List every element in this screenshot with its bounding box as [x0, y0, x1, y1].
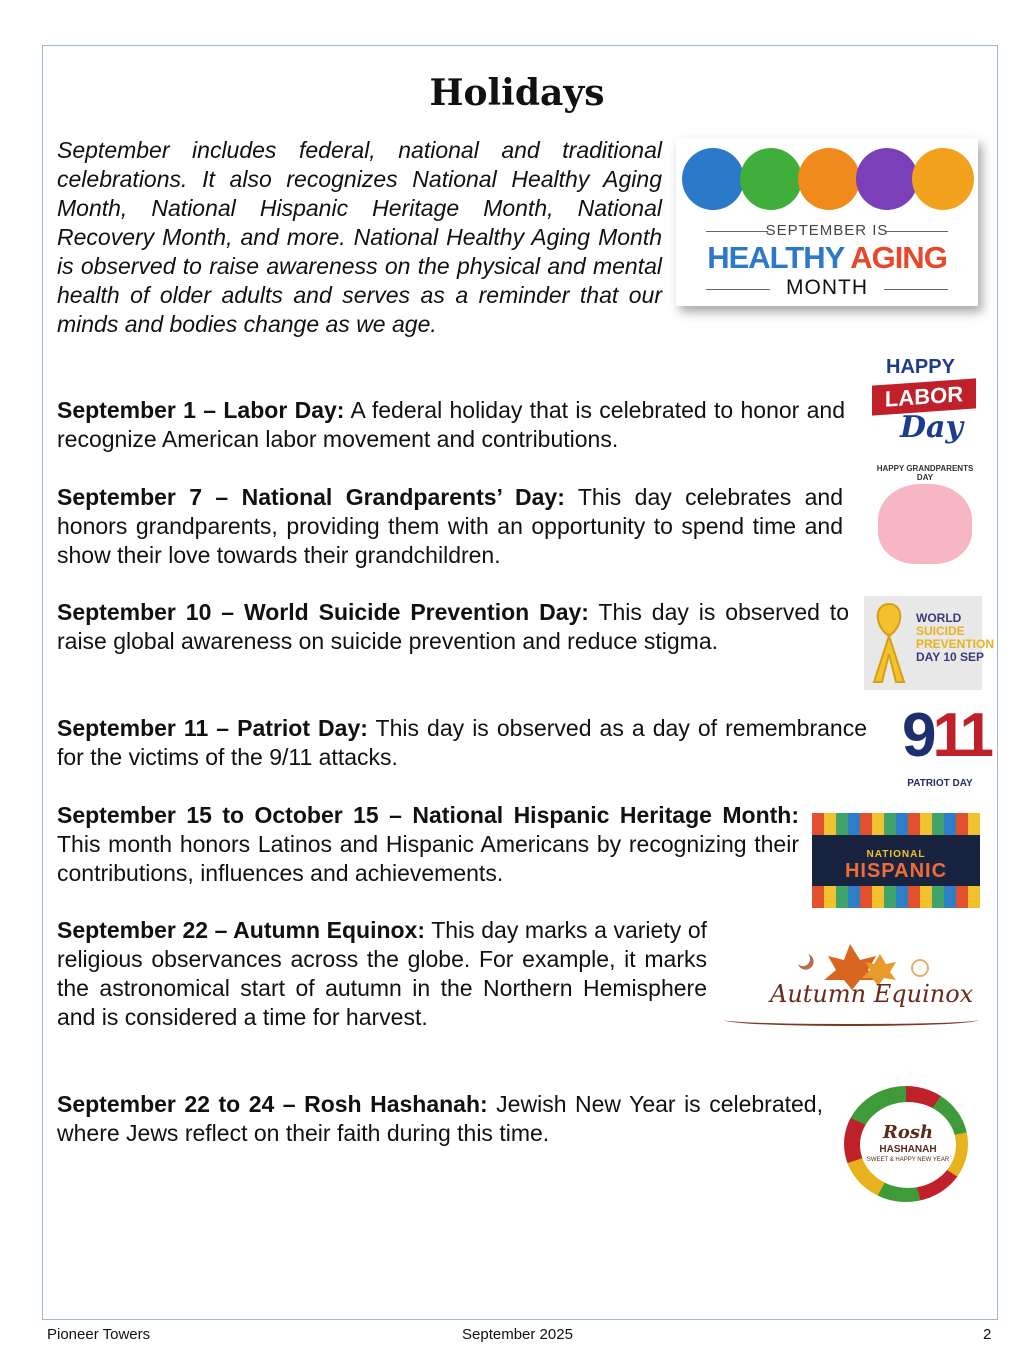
grandparents-image: HAPPY GRANDPARENTS DAY — [870, 464, 980, 578]
entry-suicide-prevention-day: September 10 – World Suicide Prevention Day: This day is observed to raise global awareness on suicide prevention and reduce stigma. — [57, 599, 849, 654]
entry-labor-day: September 1 – Labor Day: A federal holiday that is celebrated to honor and recognize American labor movement and contributions. — [57, 397, 845, 452]
healthy-aging-image — [676, 138, 978, 306]
intro-paragraph: September includes federal, national and traditional celebrations. It also recognizes National Healthy Aging Month, National Hispanic Heritage Month, National Recovery Month, and more. National Healthy Aging Month is observed to raise awareness on the physical and mental health of older adults and serves as a reminder that our minds and bodies change as we age. — [57, 137, 662, 337]
sleep-icon — [798, 148, 860, 210]
entry-rosh-hashanah: September 22 to 24 – Rosh Hashanah: Jewish New Year is celebrated, where Jews reflect on their faith during this time. — [57, 1091, 823, 1146]
ribbon-icon — [864, 596, 914, 690]
footer-center: September 2025 — [462, 1326, 573, 1343]
grandparents-heart-icon — [878, 484, 972, 564]
healthy-aging-line3: MONTH — [786, 276, 868, 299]
labor-day-image: HAPPY LABOR Day — [864, 352, 984, 452]
healthy-aging-line1: SEPTEMBER IS — [765, 222, 889, 239]
suicide-prevention-image: WORLD SUICIDE PREVENTION DAY 10 SEP — [864, 596, 982, 690]
nutrition-icon — [740, 148, 802, 210]
page-title: Holidays — [429, 72, 605, 114]
entry-patriot-day: September 11 – Patriot Day: This day is observed as a day of remembrance for the victims of the 9/11 attacks. — [57, 715, 867, 770]
entry-grandparents-day: September 7 – National Grandparents’ Day: This day celebrates and honors grandparents, providing them with an opportunity to spend time and show their love towards their grandchildren. — [57, 484, 843, 568]
heart-icon — [912, 148, 974, 210]
footer-page-number: 2 — [983, 1326, 992, 1343]
autumn-equinox-image: Autumn Equinox — [720, 940, 982, 1032]
healthy-aging-line2: HEALTHY AGING — [707, 240, 947, 275]
yoga-icon — [682, 148, 744, 210]
fitness-icon — [856, 148, 918, 210]
rosh-hashanah-image: Rosh HASHANAH SWEET & HAPPY NEW YEAR — [838, 1084, 978, 1206]
hispanic-heritage-image: NATIONAL HISPANIC — [812, 813, 980, 908]
entry-hispanic-heritage-month: September 15 to October 15 – National Hispanic Heritage Month: This month honors Latinos and Hispanic Americans by recognizing their contributions, influences and achievements. — [57, 802, 799, 886]
entry-autumn-equinox: September 22 – Autumn Equinox: This day marks a variety of religious observances across the globe. For example, it marks the astronomical start of autumn in the Northern Hemisphere and is considered a time for harvest. — [57, 917, 707, 1030]
footer-left: Pioneer Towers — [47, 1326, 151, 1343]
patriot-day-image: 911 PATRIOT DAY — [902, 701, 991, 789]
